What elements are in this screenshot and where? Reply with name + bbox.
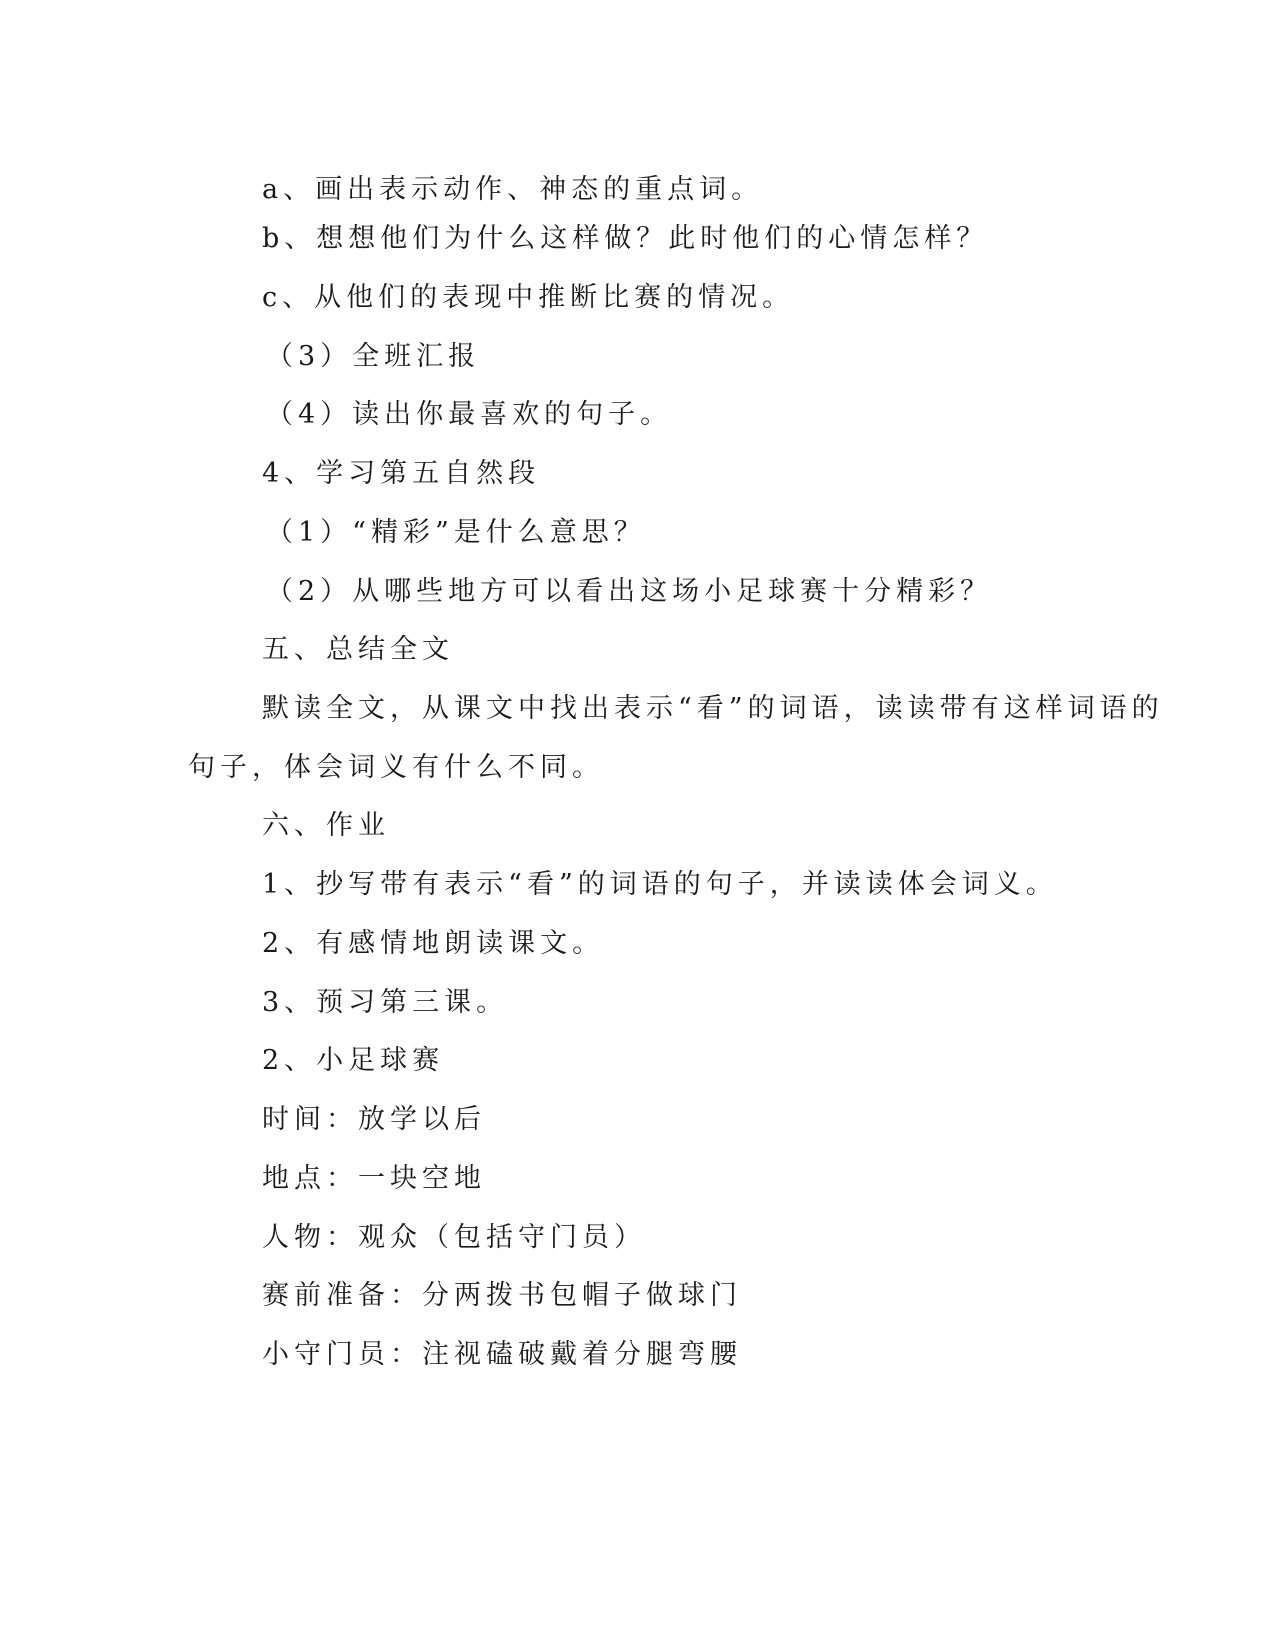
homework-item-2: 2、有感情地朗读课文。	[262, 928, 605, 959]
board-time-line: 时间：放学以后	[262, 1104, 486, 1135]
step-b-text: b、想想他们为什么这样做？此时他们的心情怎样？	[262, 223, 989, 254]
homework-item-1: 1、抄写带有表示“看”的词语的句子，并读读体会词义。	[262, 869, 1058, 900]
board-goalkeeper-line: 小守门员：注视磕破戴着分腿弯腰	[262, 1339, 742, 1370]
question-1-text: （1）“精彩”是什么意思？	[266, 517, 646, 548]
summary-heading: 五、总结全文	[262, 634, 454, 665]
homework-heading: 六、作业	[262, 810, 390, 841]
step-c-text: c、从他们的表现中推断比赛的情况。	[262, 282, 795, 313]
step-a-text: a、画出表示动作、神态的重点词。	[262, 174, 764, 205]
summary-paragraph-line-1: 默读全文，从课文中找出表示“看”的词语，读读带有这样词语的	[262, 693, 1164, 724]
board-design-title: 2、小足球赛	[262, 1045, 445, 1076]
step-3-text: （3）全班汇报	[266, 341, 481, 372]
homework-item-3: 3、预习第三课。	[262, 987, 509, 1018]
summary-paragraph-line-2: 句子，体会词义有什么不同。	[188, 752, 604, 783]
step-4-text: （4）读出你最喜欢的句子。	[266, 399, 673, 430]
board-place-line: 地点：一块空地	[262, 1163, 486, 1194]
question-2-text: （2）从哪些地方可以看出这场小足球赛十分精彩？	[266, 576, 993, 607]
board-preparation-line: 赛前准备：分两拨书包帽子做球门	[262, 1280, 742, 1311]
board-people-line: 人物：观众（包括守门员）	[262, 1222, 646, 1253]
section-4-heading: 4、学习第五自然段	[262, 458, 541, 489]
